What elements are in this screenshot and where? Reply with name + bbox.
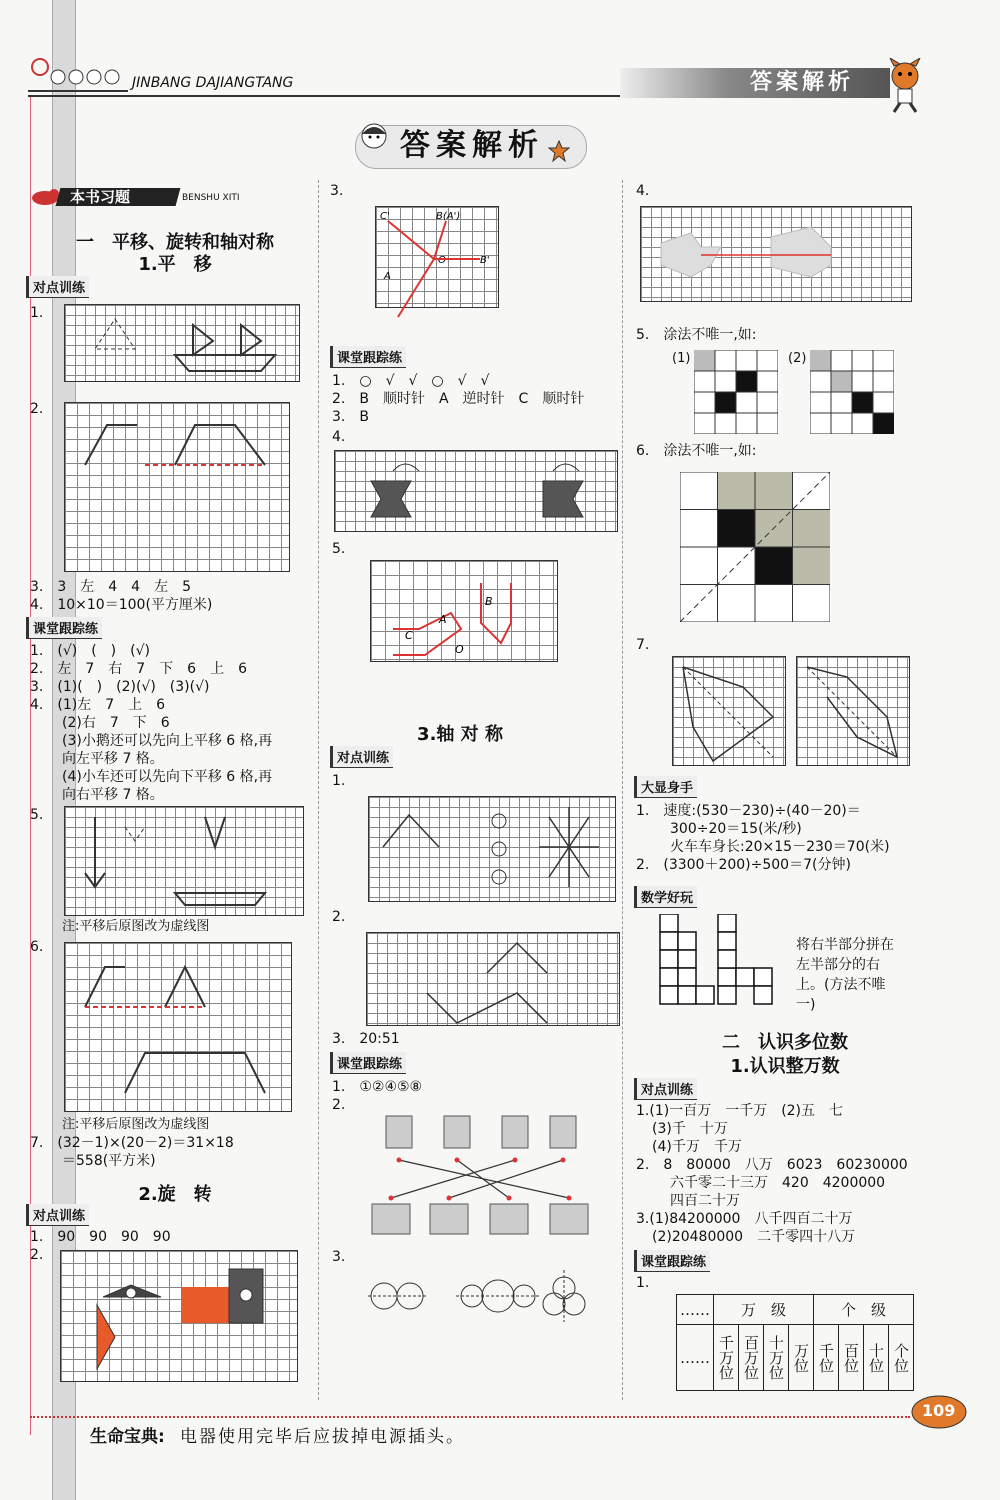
table-header-wan: 万 级 (714, 1295, 814, 1325)
answer-line: 4. (1)左 7 上 6 (30, 697, 166, 713)
answer-line: 向左平移 7 格。 (62, 751, 164, 767)
answer-line: 六千零二十三万 420 4200000 (670, 1175, 886, 1191)
question-number: 5. (332, 541, 346, 557)
answer-line: 3. B (332, 409, 369, 425)
table-cell: …… (677, 1295, 714, 1325)
answer-line: 四百二十万 (670, 1193, 740, 1209)
svg-text:O: O (455, 643, 464, 656)
fox-icon (880, 58, 930, 113)
section-tag: 课堂跟踪练 (26, 617, 102, 639)
book-tag-pinyin: BENSHU XITI (182, 193, 240, 203)
answer-grid (64, 942, 292, 1112)
answer-grid (370, 560, 558, 662)
table-cell: 百位 (839, 1325, 864, 1391)
answer-grid (64, 806, 304, 916)
lesson-title: 1.平 移 (138, 254, 212, 275)
column-divider-1 (318, 180, 320, 1400)
answer-line: 3. 20:51 (332, 1031, 400, 1047)
answer-line: 火车车身长:20×15－230＝70(米) (670, 839, 890, 855)
question-number: 4. (332, 429, 346, 445)
question-number: 2. (30, 1247, 44, 1263)
answer-line: 向右平移 7 格。 (62, 787, 164, 803)
section-tag: 对点训练 (26, 276, 89, 298)
table-cell: 百万位 (739, 1325, 764, 1391)
question-number: 6. (30, 939, 44, 955)
question-number: 5. (30, 807, 44, 823)
column-divider-2 (622, 180, 624, 1400)
star-icon (548, 140, 570, 162)
colored-grid (694, 350, 778, 434)
note: 注:平移后原图改为虚线图 (62, 919, 210, 934)
table-cell: 十位 (864, 1325, 889, 1391)
question-number: 7. (636, 637, 650, 653)
answer-line: 1.(1)一百万 一千万 (2)五 七 (636, 1103, 844, 1119)
answer-line: 6. 涂法不唯一,如: (636, 443, 757, 459)
answer-line: 1. ○ √ √ ○ √ √ (332, 373, 490, 389)
question-number: 1. (332, 773, 346, 789)
answer-line: 4. 10×10＝100(平方厘米) (30, 597, 213, 613)
symmetry-figures (368, 1268, 608, 1324)
answer-line: 1. 90 90 90 90 (30, 1229, 171, 1245)
answer-grid (64, 304, 300, 382)
question-number: 4. (636, 183, 650, 199)
colored-grid (810, 350, 894, 434)
answer-line: 3. 3 左 4 4 左 5 (30, 579, 191, 595)
brand-name: JINBANG DAJIANGTANG (132, 75, 294, 91)
question-number: 2. (332, 1097, 346, 1113)
lesson-title: 1.认识整万数 (730, 1056, 840, 1077)
puzzle-figure (656, 914, 786, 1008)
answer-line: 5. 涂法不唯一,如: (636, 327, 757, 343)
svg-text:B: B (485, 595, 493, 608)
question-number: 2. (30, 401, 44, 417)
answer-grid (366, 932, 620, 1026)
unit-title: 一 平移、旋转和轴对称 (76, 232, 274, 253)
answer-grid (796, 656, 910, 766)
footer-text: 电器使用完毕后应拔掉电源插头。 (180, 1427, 465, 1447)
answer-line: (2)右 7 下 6 (62, 715, 170, 731)
answer-line: 1. ①②④⑤⑧ (332, 1079, 423, 1095)
answer-line: (3)小鹅还可以先向上平移 6 格,再 (62, 733, 273, 749)
section-tag: 课堂跟踪练 (330, 1052, 406, 1074)
section-tag: 课堂跟踪练 (634, 1250, 710, 1272)
answer-line: 3. (1)( ) (2)(√) (3)(√) (30, 679, 210, 695)
matching-diagram (366, 1112, 596, 1242)
question-number: 1. (30, 305, 44, 321)
unit-title: 二 认识多位数 (722, 1032, 848, 1053)
svg-text:A: A (439, 613, 447, 626)
table-cell: 千位 (814, 1325, 839, 1391)
svg-text:A: A (384, 271, 391, 282)
section-tag: 对点训练 (26, 1204, 89, 1226)
answer-line: 2. 左 7 右 7 下 6 上 6 (30, 661, 247, 677)
header-logo (28, 55, 128, 95)
table-cell: 十万位 (764, 1325, 789, 1391)
puzzle-note: 一) (796, 997, 816, 1013)
section-tag: 数学好玩 (634, 886, 697, 908)
page-number: 109 (922, 1401, 956, 1420)
puzzle-note: 上。(方法不唯 (796, 977, 886, 993)
answer-grid (64, 402, 290, 572)
lesson-title: 2.旋 转 (138, 1184, 212, 1205)
svg-text:O: O (438, 255, 446, 266)
table-cell: 个位 (889, 1325, 914, 1391)
answer-line: 3.(1)84200000 八千四百二十万 (636, 1211, 853, 1227)
answer-line: (3)千 十万 (652, 1121, 728, 1137)
table-cell: 千万位 (714, 1325, 739, 1391)
question-number: 2. (332, 909, 346, 925)
question-number: 3. (332, 1249, 346, 1265)
place-value-table (676, 1294, 914, 1391)
section-tag: 对点训练 (330, 746, 393, 768)
svg-text:B(A'): B(A') (436, 211, 461, 222)
answer-grid (672, 656, 786, 766)
svg-text:C': C' (380, 211, 390, 222)
answer-line: ＝558(平方米) (62, 1153, 156, 1169)
answer-line: 2. B 顺时针 A 逆时针 C 顺时针 (332, 391, 585, 407)
answer-line: 7. (32－1)×(20－2)＝31×18 (30, 1135, 234, 1151)
note: 注:平移后原图改为虚线图 (62, 1117, 210, 1132)
option-label: (2) (788, 351, 807, 366)
colored-grid (680, 472, 830, 622)
answer-line: (4)小车还可以先向下平移 6 格,再 (62, 769, 273, 785)
puzzle-note: 将右半部分拼在 (796, 937, 894, 953)
girl-icon (356, 120, 396, 165)
answer-grid (640, 206, 912, 302)
answer-line: (4)千万 千万 (652, 1139, 742, 1155)
table-cell: 万位 (789, 1325, 814, 1391)
table-cell: …… (677, 1325, 714, 1391)
puzzle-note: 左半部分的右 (796, 957, 880, 973)
footer-rule (30, 1416, 910, 1420)
answer-grid (60, 1250, 298, 1382)
answer-grid (368, 796, 616, 902)
section-tag: 对点训练 (634, 1078, 697, 1100)
answer-grid (334, 450, 618, 532)
svg-text:C: C (405, 629, 413, 642)
answer-line: 2. 8 80000 八万 6023 60230000 (636, 1157, 908, 1173)
question-number: 1. (636, 1275, 650, 1291)
section-tag: 课堂跟踪练 (330, 346, 406, 368)
footer-label: 生命宝典: (90, 1427, 165, 1447)
book-tag-label: 本书习题 (70, 188, 131, 206)
svg-text:B': B' (480, 255, 490, 266)
answer-line: 2. (3300＋200)÷500＝7(分钟) (636, 857, 851, 873)
answer-line: (2)20480000 二千零四十八万 (652, 1229, 856, 1245)
lesson-title: 3.轴 对 称 (417, 724, 503, 745)
question-number: 3. (330, 183, 344, 199)
answer-line: 1. 速度:(530－230)÷(40－20)＝ (636, 803, 861, 819)
option-label: (1) (672, 351, 691, 366)
table-header-ge: 个 级 (814, 1295, 914, 1325)
answer-line: 1. (√) ( ) (√) (30, 643, 150, 659)
header-tab-title: 答案解析 (750, 70, 855, 95)
page-title: 答案解析 (400, 128, 544, 163)
section-tag: 大显身手 (634, 776, 697, 798)
book-tag (30, 186, 240, 208)
answer-line: 300÷20＝15(米/秒) (670, 821, 802, 837)
answer-grid (375, 206, 499, 308)
